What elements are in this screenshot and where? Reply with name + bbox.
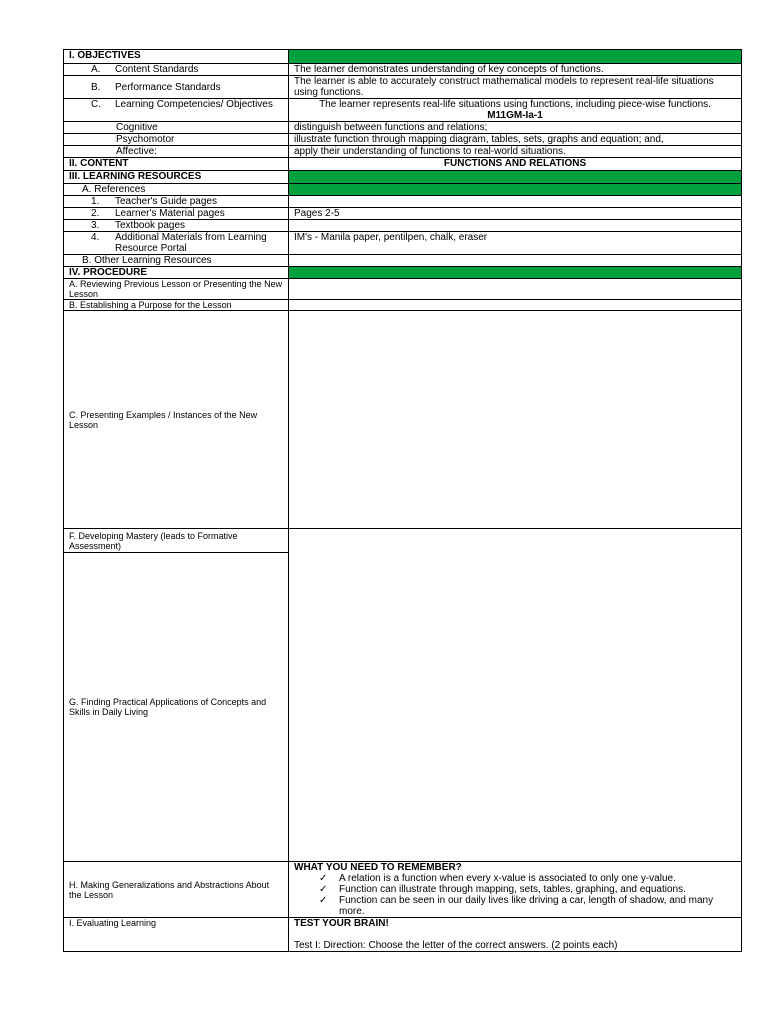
- content-value: FUNCTIONS AND RELATIONS: [289, 158, 742, 171]
- procedure-h-value-cell: [289, 862, 742, 918]
- learners-material-value: Pages 2-5: [289, 208, 742, 220]
- performance-standards-value: The learner is able to accurately construct mathematical models to represent real-life situations using functions.: [289, 76, 742, 99]
- procedure-g-label: G. Finding Practical Applications of Concepts and Skills in Daily Living: [69, 697, 267, 717]
- affective-value: apply their understanding of functions to real-world situations.: [289, 146, 742, 158]
- procedure-h-row: [64, 862, 742, 918]
- procedure-a-value: [289, 279, 742, 300]
- other-resources-row: [64, 255, 742, 267]
- remember-item: [319, 884, 736, 895]
- procedure-b-row: [64, 300, 742, 311]
- teachers-guide-label: Teacher's Guide pages: [115, 196, 217, 207]
- procedure-b-label: B. Establishing a Purpose for the Lesson: [64, 300, 289, 311]
- procedure-g-label-cell: [64, 553, 289, 862]
- procedure-f-row: [64, 529, 742, 553]
- performance-standards-label-cell: [64, 76, 289, 99]
- content-row: [64, 158, 742, 171]
- learning-resources-header-fill: [289, 171, 742, 184]
- remember-item: [319, 873, 736, 884]
- lesson-plan-page: [63, 49, 741, 952]
- teachers-guide-num: 1.: [91, 196, 100, 207]
- procedure-c-value: [289, 311, 742, 529]
- procedure-c-row: [64, 311, 742, 529]
- learning-competencies-value-cell: [289, 99, 742, 122]
- checkmark-icon: ✓: [319, 895, 328, 906]
- performance-standards-letter: B.: [91, 81, 101, 93]
- remember-list: [294, 873, 736, 917]
- textbook-label: Textbook pages: [115, 220, 186, 231]
- references-fill: [289, 184, 742, 196]
- procedure-i-value-cell: [289, 918, 742, 952]
- remember-item-text: A relation is a function when every x-value is associated to only one y-value.: [339, 873, 676, 884]
- learners-material-label-cell: [64, 208, 289, 220]
- textbook-row: [64, 220, 742, 232]
- objectives-header-fill: [289, 50, 742, 64]
- other-resources-label: B. Other Learning Resources: [64, 255, 289, 267]
- procedure-a-row: [64, 279, 742, 300]
- remember-item: [319, 895, 736, 917]
- additional-materials-label-cell: [64, 232, 289, 255]
- textbook-value: [289, 220, 742, 232]
- procedure-heading: IV. PROCEDURE: [64, 267, 289, 279]
- content-heading: II. CONTENT: [64, 158, 289, 171]
- learning-competencies-label-cell: [64, 99, 289, 122]
- learning-resources-header-row: [64, 171, 742, 184]
- procedure-h-label: H. Making Generalizations and Abstractions About the Lesson: [64, 862, 289, 918]
- remember-title: WHAT YOU NEED TO REMEMBER?: [294, 862, 462, 873]
- learning-competencies-row: [64, 99, 742, 122]
- content-standards-row: [64, 64, 742, 76]
- test-direction: Test I: Direction: Choose the letter of the correct answers. (2 points each): [294, 940, 618, 951]
- procedure-a-label: A. Reviewing Previous Lesson or Presenting the New Lesson: [64, 279, 289, 300]
- other-resources-value: [289, 255, 742, 267]
- learning-competencies-label: Learning Competencies/ Objectives: [115, 99, 273, 110]
- performance-standards-row: [64, 76, 742, 99]
- procedure-c-label: C. Presenting Examples / Instances of the New Lesson: [64, 311, 289, 529]
- performance-standards-label: Performance Standards: [115, 81, 221, 93]
- procedure-i-row: [64, 918, 742, 952]
- affective-label: Affective:: [64, 146, 289, 158]
- content-standards-label: Content Standards: [115, 64, 199, 75]
- learning-competencies-code: M11GM-Ia-1: [487, 110, 543, 121]
- psychomotor-value: illustrate function through mapping diagram, tables, sets, graphs and equation; and,: [289, 134, 742, 146]
- learners-material-row: [64, 208, 742, 220]
- psychomotor-row: [64, 134, 742, 146]
- affective-row: [64, 146, 742, 158]
- additional-materials-row: [64, 232, 742, 255]
- additional-materials-value: IM's - Manila paper, pentilpen, chalk, eraser: [289, 232, 742, 255]
- procedure-i-label: I. Evaluating Learning: [64, 918, 289, 952]
- test-title: TEST YOUR BRAIN!: [294, 918, 389, 929]
- cognitive-label: Cognitive: [64, 122, 289, 134]
- textbook-label-cell: [64, 220, 289, 232]
- learning-competencies-value: The learner represents real-life situations using functions, including piece-wise functions.: [319, 99, 711, 110]
- remember-item-text: Function can illustrate through mapping, sets, tables, graphing, and equations.: [339, 884, 686, 895]
- learning-resources-heading: III. LEARNING RESOURCES: [64, 171, 289, 184]
- objectives-header-row: [64, 50, 742, 64]
- cognitive-value: distinguish between functions and relations;: [289, 122, 742, 134]
- teachers-guide-row: [64, 196, 742, 208]
- checkmark-icon: ✓: [319, 873, 328, 884]
- content-standards-label-cell: [64, 64, 289, 76]
- additional-materials-num: 4.: [91, 232, 100, 243]
- learning-competencies-letter: C.: [91, 99, 101, 110]
- procedure-f-label: F. Developing Mastery (leads to Formative Assessment): [64, 529, 289, 553]
- procedure-header-fill: [289, 267, 742, 279]
- teachers-guide-label-cell: [64, 196, 289, 208]
- checkmark-icon: ✓: [319, 884, 328, 895]
- cognitive-row: [64, 122, 742, 134]
- references-label: A. References: [64, 184, 289, 196]
- objectives-heading: I. OBJECTIVES: [64, 50, 289, 64]
- references-row: [64, 184, 742, 196]
- procedure-header-row: [64, 267, 742, 279]
- remember-item-text: Function can be seen in our daily lives like driving a car, length of shadow, and many more.: [339, 895, 714, 917]
- content-standards-letter: A.: [91, 64, 101, 75]
- additional-materials-label: Additional Materials from Learning Resource Portal: [115, 232, 267, 254]
- learners-material-num: 2.: [91, 208, 100, 219]
- lesson-plan-table: [63, 49, 742, 952]
- procedure-b-value: [289, 300, 742, 311]
- learners-material-label: Learner's Material pages: [115, 208, 225, 219]
- psychomotor-label: Psychomotor: [64, 134, 289, 146]
- procedure-fg-value: [289, 529, 742, 862]
- content-standards-value: The learner demonstrates understanding of key concepts of functions.: [289, 64, 742, 76]
- teachers-guide-value: [289, 196, 742, 208]
- textbook-num: 3.: [91, 220, 100, 231]
